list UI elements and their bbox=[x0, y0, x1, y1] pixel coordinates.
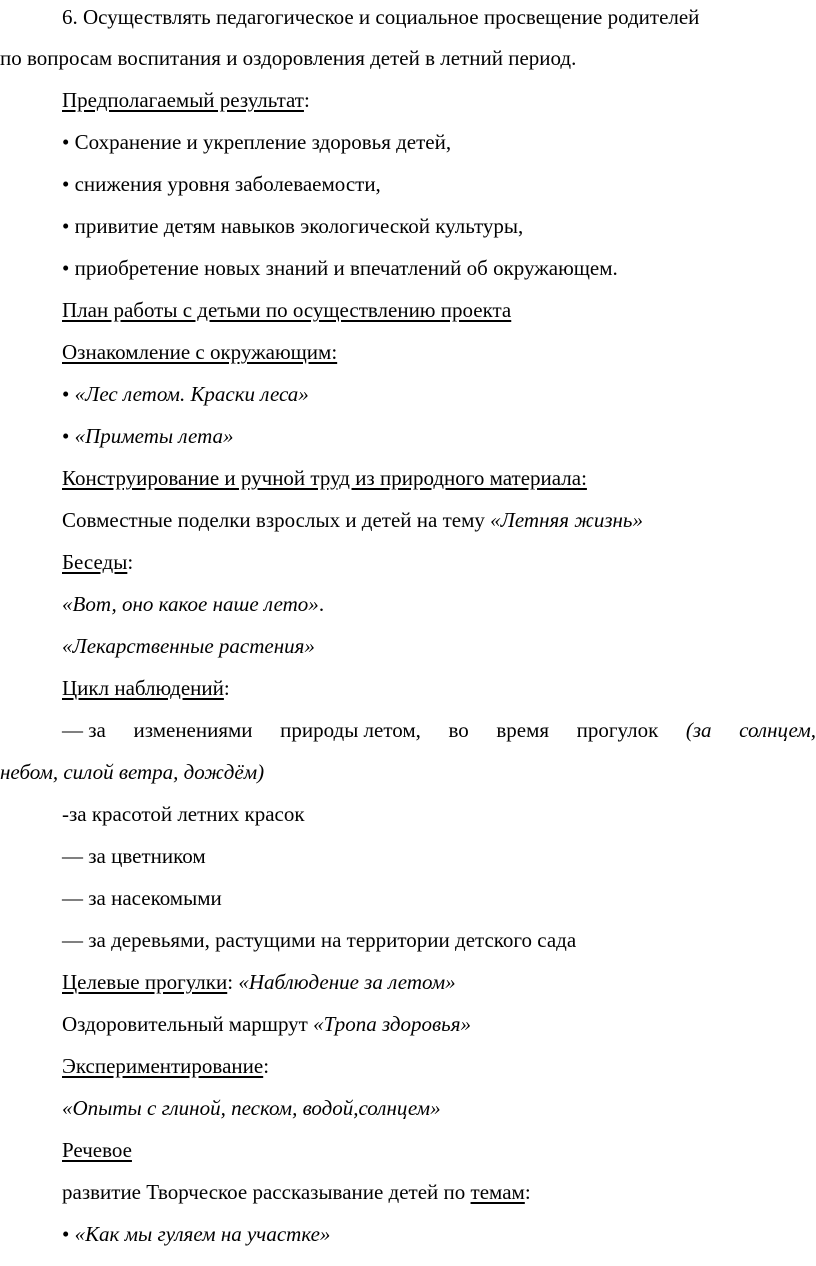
construction-line bbox=[62, 507, 643, 533]
construction-text: Совместные поделки взрослых и детей на тему bbox=[62, 508, 491, 532]
bullet: • bbox=[62, 424, 75, 448]
observation-word: — за bbox=[62, 718, 106, 742]
observation-word: во bbox=[448, 718, 469, 742]
environment-item-line bbox=[62, 423, 234, 449]
route-line bbox=[62, 1011, 471, 1037]
observations-colon: : bbox=[223, 676, 230, 700]
talks-heading-line bbox=[62, 549, 133, 575]
talks-item: «Лекарственные растения» bbox=[62, 634, 315, 658]
experiment-colon: : bbox=[263, 1054, 270, 1078]
speech-colon: : bbox=[524, 1180, 531, 1204]
talks-item: «Вот, оно какое наше лето» bbox=[62, 592, 319, 616]
observation-word: природы летом, bbox=[280, 718, 421, 742]
environment-item: «Приметы лета» bbox=[74, 424, 234, 448]
observation-item: — за цветником bbox=[62, 844, 206, 868]
speech-heading: Речевое bbox=[62, 1138, 132, 1162]
environment-item-line bbox=[62, 381, 309, 407]
speech-topics-word: темам bbox=[470, 1180, 525, 1204]
result-item: • снижения уровня заболеваемости, bbox=[62, 172, 381, 196]
walks-heading: Целевые прогулки bbox=[62, 970, 228, 994]
result-item: • приобретение новых знаний и впечатлений об окружающем. bbox=[62, 256, 618, 280]
speech-item-line bbox=[62, 1221, 330, 1247]
walks-item: «Наблюдение за летом» bbox=[238, 970, 456, 994]
plan-heading: План работы с детьми по осуществлению проекта bbox=[62, 298, 512, 322]
result-item: • Сохранение и укрепление здоровья детей, bbox=[62, 130, 452, 154]
talks-heading: Беседы bbox=[62, 550, 128, 574]
expected-result-colon: : bbox=[303, 88, 310, 112]
talks-item-end: . bbox=[318, 592, 325, 616]
speech-item: «Как мы гуляем на участке» bbox=[74, 1222, 331, 1246]
item6-line2: по вопросам воспитания и оздоровления детей в летний период. bbox=[0, 46, 577, 70]
observation-word: изменениями bbox=[133, 718, 253, 742]
expected-result-heading: Предполагаемый результат bbox=[62, 88, 304, 112]
experiment-item: «Опыты с глиной, песком, водой,солнцем» bbox=[62, 1096, 441, 1120]
observation-word: прогулок bbox=[576, 718, 659, 742]
route-text: Оздоровительный маршрут bbox=[62, 1012, 314, 1036]
observation-line2: небом, силой ветра, дождём) bbox=[0, 760, 265, 784]
walks-line bbox=[62, 969, 456, 995]
observation-word: солнцем, bbox=[739, 718, 816, 742]
environment-heading: Ознакомление с окружающим: bbox=[62, 340, 338, 364]
talks-item-line bbox=[62, 591, 324, 617]
bullet: • bbox=[62, 382, 75, 406]
experiment-heading: Экспериментирование bbox=[62, 1054, 264, 1078]
environment-item: «Лес летом. Краски леса» bbox=[74, 382, 309, 406]
result-item: • привитие детям навыков экологической культуры, bbox=[62, 214, 524, 238]
observations-heading: Цикл наблюдений bbox=[62, 676, 224, 700]
speech-text: развитие Творческое рассказывание детей по bbox=[62, 1180, 471, 1204]
talks-colon: : bbox=[127, 550, 134, 574]
route-item: «Тропа здоровья» bbox=[313, 1012, 471, 1036]
experiment-heading-line bbox=[62, 1053, 269, 1079]
observation-word: (за bbox=[685, 718, 712, 742]
construction-heading: Конструирование и ручной труд из природного материала: bbox=[62, 466, 587, 490]
speech-line bbox=[62, 1179, 531, 1205]
item6-line1: 6. Осуществлять педагогическое и социальное просвещение родителей bbox=[62, 5, 700, 29]
construction-theme: «Летняя жизнь» bbox=[490, 508, 643, 532]
observation-item: -за красотой летних красок bbox=[62, 802, 305, 826]
walks-colon: : bbox=[227, 970, 239, 994]
observation-item: — за деревьями, растущими на территории детского сада bbox=[62, 928, 577, 952]
observations-heading-line bbox=[62, 675, 230, 701]
observation-item: — за насекомыми bbox=[62, 886, 222, 910]
bullet: • bbox=[62, 1222, 75, 1246]
expected-result-heading-line bbox=[62, 87, 310, 113]
observation-line1 bbox=[62, 717, 816, 743]
observation-word: время bbox=[496, 718, 550, 742]
